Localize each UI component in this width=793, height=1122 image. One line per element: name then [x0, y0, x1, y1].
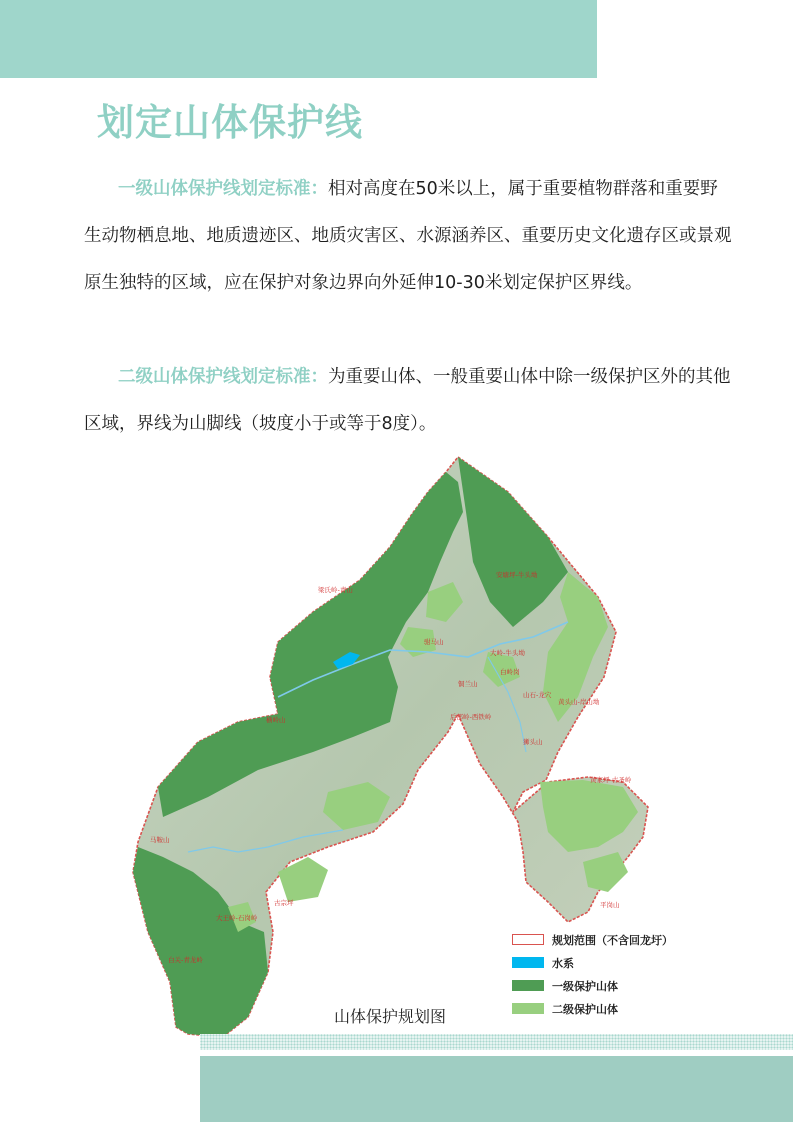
map-label-16: 古宗坪	[274, 899, 294, 907]
legend-swatch-second-level	[512, 1003, 544, 1014]
map-label-9: 黄头山-岸山坳	[558, 698, 600, 706]
footer-band	[200, 1056, 793, 1122]
map-label-1: 安塘坪-牛头坳	[496, 571, 538, 579]
legend-label-planning-area: 规划范围（不含回龙圩）	[552, 933, 673, 947]
map-caption: 山体保护规划图	[334, 1007, 447, 1026]
map-label-7: 后部岭-西铁岭	[450, 713, 492, 721]
second-level-text: 为重要山体、一般重要山体中除一级保护区外的其他区域，界线为山脚线（坡度小于或等于8度）。	[84, 367, 731, 434]
map-label-11: 黄家坪-古圣岭	[590, 776, 632, 784]
second-level-standard	[84, 354, 734, 448]
legend-label-water: 水系	[552, 956, 574, 970]
map-label-2: 梁氏岭-青山	[318, 586, 353, 594]
map-label-3: 驸马山	[424, 638, 444, 646]
legend-swatch-water	[512, 957, 544, 968]
map-label-5: 白岭岗	[500, 668, 520, 676]
first-level-lead: 一级山体保护线划定标准：	[118, 179, 328, 199]
footer-stipple-strip	[200, 1034, 793, 1050]
page-title: 划定山体保护线	[97, 101, 363, 144]
map-label-12: 横岭山	[266, 716, 286, 724]
second-level-lead: 二级山体保护线划定标准：	[118, 367, 328, 387]
map-label-6: 铜兰山	[458, 680, 478, 688]
legend-item-second-level	[512, 997, 697, 1020]
legend-swatch-planning-area	[512, 934, 544, 945]
map-label-13: 马鞍山	[150, 836, 170, 844]
map-label-8: 山石-龙穴	[523, 691, 552, 699]
legend-item-planning-area	[512, 928, 697, 951]
map-legend	[512, 928, 697, 1020]
legend-swatch-first-level	[512, 980, 544, 991]
first-level-standard	[84, 166, 734, 307]
map-label-17: 大王岭-石岗岭	[216, 914, 258, 922]
legend-label-first-level: 一级保护山体	[552, 979, 618, 993]
map-label-15: 平岗山	[600, 901, 620, 909]
legend-item-first-level	[512, 974, 697, 997]
map-label-14: 白关-青龙岭	[168, 956, 203, 964]
legend-item-water	[512, 951, 697, 974]
map-label-4: 大岭-牛头坳	[490, 649, 525, 657]
legend-label-second-level: 二级保护山体	[552, 1002, 618, 1016]
map-label-10: 狮头山	[523, 738, 543, 746]
first-level-text: 相对高度在50米以上，属于重要植物群落和重要野生动物栖息地、地质遗迹区、地质灾害区、水源涵养区、重要历史文化遗存区或景观原生独特的区域，应在保护对象边界向外延伸10-30米划定保护区界线。	[84, 179, 732, 293]
header-band	[0, 0, 597, 78]
